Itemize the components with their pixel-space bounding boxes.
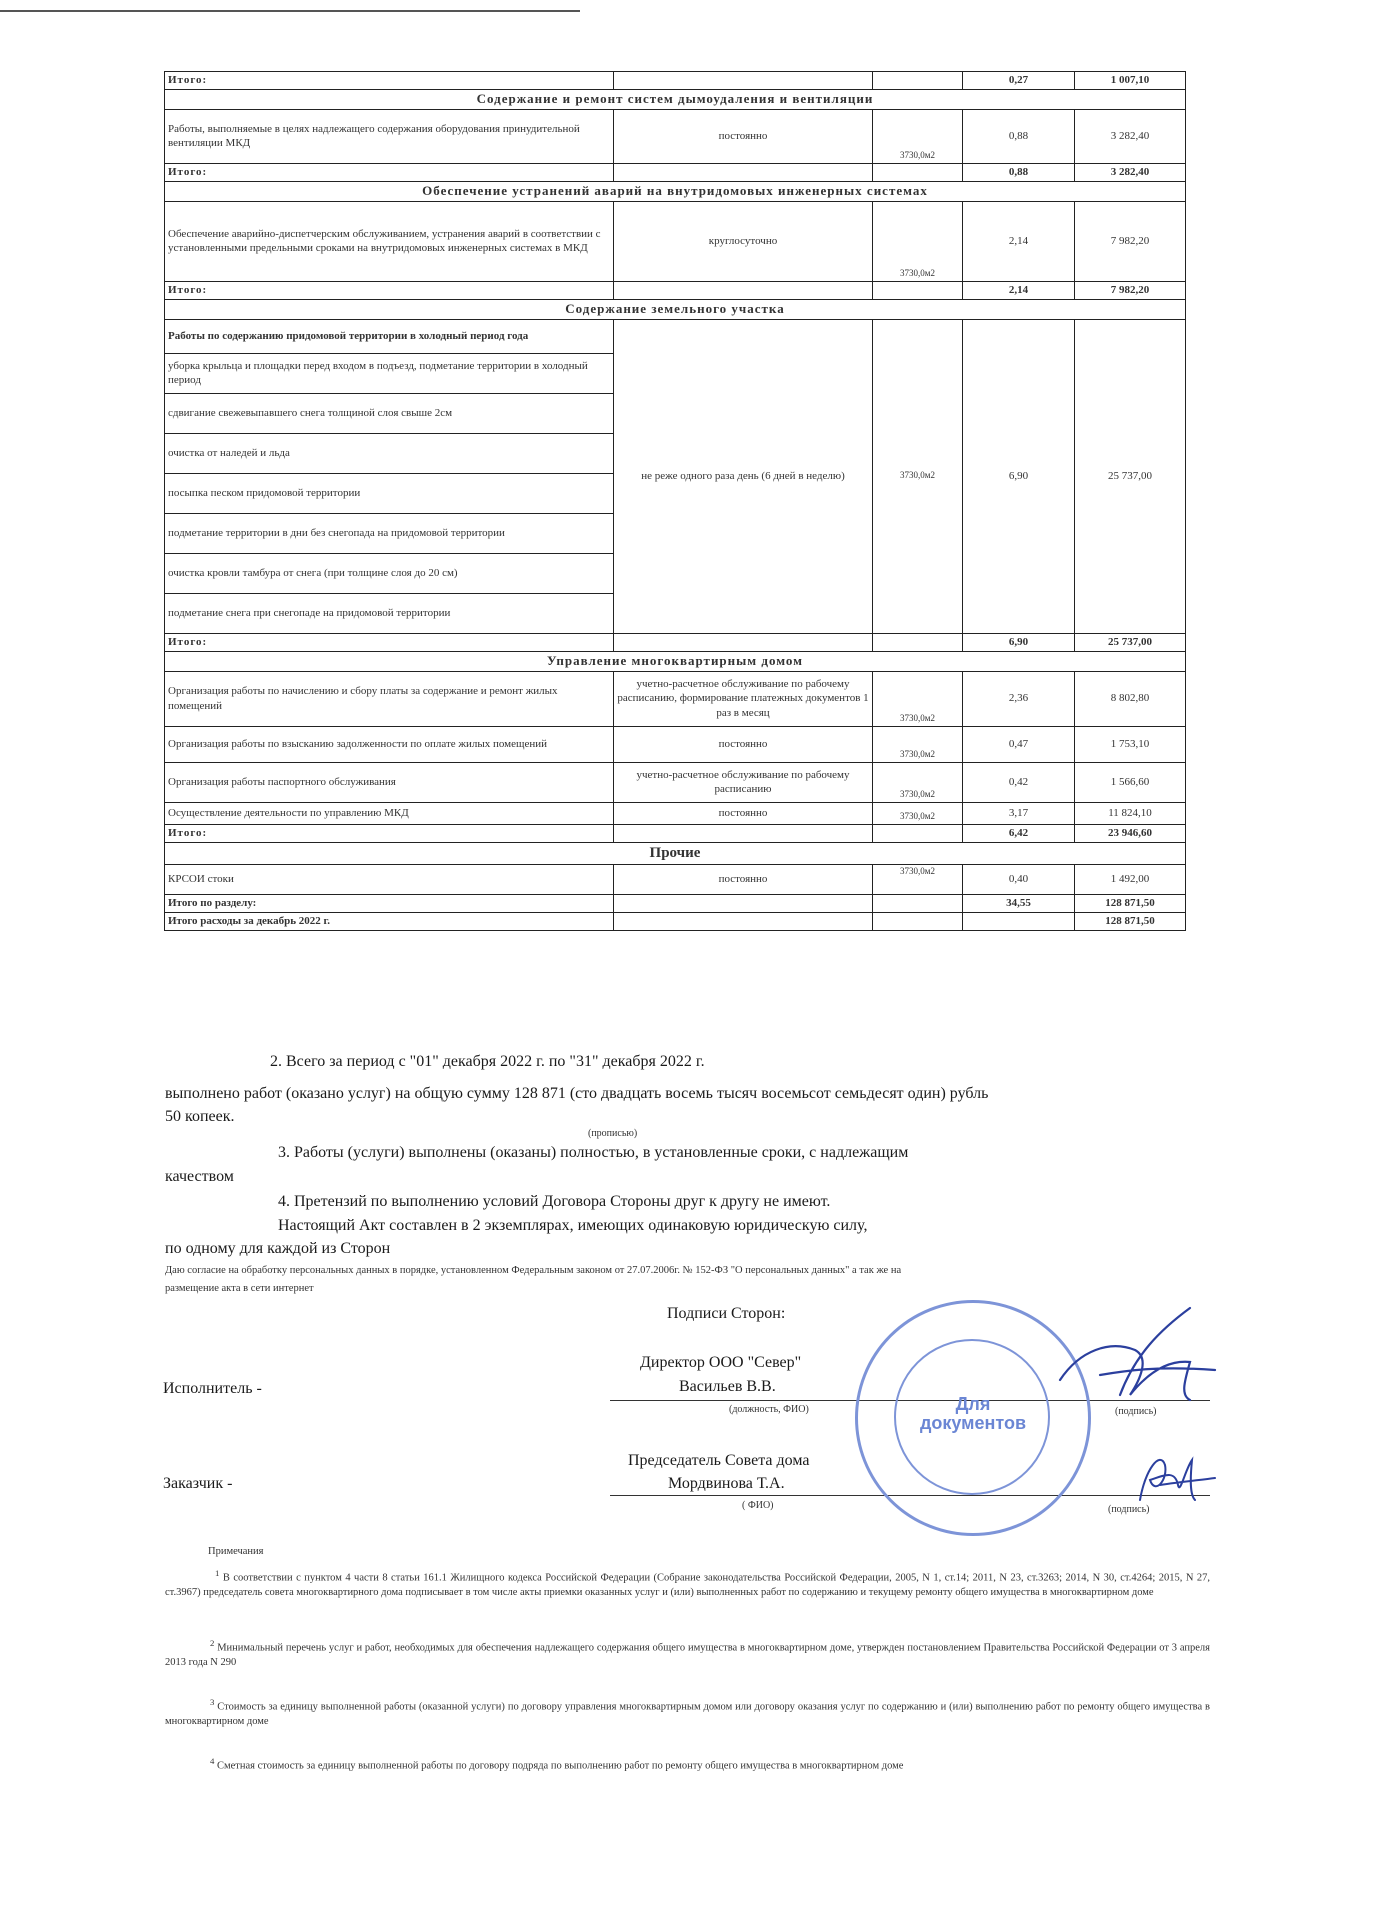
other-area: 3730,0м2 [873, 865, 963, 895]
section-title: Содержание и ремонт систем дымоудаления и вентиляции [165, 90, 1186, 110]
work-rate: 2,14 [963, 201, 1075, 281]
table-row [165, 762, 1186, 802]
table-cell [614, 72, 873, 90]
total-label: Итого: [165, 281, 614, 299]
executor-caption: (должность, ФИО) [729, 1404, 809, 1415]
land-total-label: Итого: [165, 633, 614, 651]
work-area: 3730,0м2 [873, 802, 963, 824]
work-sum: 1 566,60 [1075, 762, 1186, 802]
table-cell [873, 72, 963, 90]
table-row [165, 299, 1186, 319]
work-rate: 2,36 [963, 671, 1075, 726]
customer-name: Мордвинова Т.А. [668, 1475, 785, 1492]
work-rate: 0,88 [963, 109, 1075, 163]
work-label: Осуществление деятельности по управлению МКД [165, 802, 614, 824]
section-title: Управление многоквартирным домом [165, 651, 1186, 671]
mgmt-total-rate: 6,42 [963, 824, 1075, 842]
land-item: посыпка песком придомовой территории [165, 473, 614, 513]
table-row [165, 671, 1186, 726]
section-title: Обеспечение устранений аварий на внутридомовых инженерных системах [165, 181, 1186, 201]
land-heading: Работы по содержанию придомовой территории в холодный период года [165, 319, 614, 353]
section-total-label: Итого по разделу: [165, 895, 614, 913]
consent-line-1: Даю согласие на обработку персональных данных в порядке, установленном Федеральным законом от 27.07.2006г. № 152-ФЗ "О персональных данных" а так же на [165, 1265, 902, 1276]
section-total-rate: 34,55 [963, 895, 1075, 913]
total-label: Итого: [165, 72, 614, 90]
scan-top-line [0, 10, 580, 12]
work-sum: 3 282,40 [1075, 109, 1186, 163]
works-table [164, 71, 1186, 931]
table-row [165, 802, 1186, 824]
total-rate: 0,88 [963, 163, 1075, 181]
section-total-sum: 128 871,50 [1075, 895, 1186, 913]
executor-signature [1040, 1300, 1230, 1420]
table-row [165, 281, 1186, 299]
customer-caption: ( ФИО) [742, 1500, 774, 1511]
customer-signature [1120, 1440, 1220, 1510]
total-sum: 7 982,20 [1075, 281, 1186, 299]
note-4: $^4$ Сметная стоимость за единицу выполненной работы по договору подряда по выполнению работ по ремонту общего имущества в многоквартирном доме [210, 1756, 904, 1772]
note-2: $^2$ Минимальный перечень услуг и работ, необходимых для обеспечения надлежащего содержания общего имущества в многоквартирном доме, утвержден постановлением Правительства Российской Федерации от 3 апреля 2013 года N 290 [165, 1638, 1210, 1668]
work-rate: 0,47 [963, 726, 1075, 762]
paragraph-4: 4. Претензий по выполнению условий Договора Стороны друг к другу не имеют. [278, 1193, 831, 1210]
total-label: Итого: [165, 163, 614, 181]
mgmt-total-sum: 23 946,60 [1075, 824, 1186, 842]
table-row [165, 90, 1186, 110]
land-area: 3730,0м2 [873, 319, 963, 633]
other-period: постоянно [614, 865, 873, 895]
land-period: не реже одного раза день (6 дней в неделю) [614, 319, 873, 633]
table-cell [873, 163, 963, 181]
work-period: постоянно [614, 726, 873, 762]
table-row [165, 181, 1186, 201]
paragraph-5-line-1: Настоящий Акт составлен в 2 экземплярах, имеющих одинаковую юридическую силу, [278, 1217, 868, 1234]
paragraph-2-line-2: выполнено работ (оказано услуг) на общую сумму 128 871 (сто двадцать восемь тысяч восемьсот семьдесят один) рубль [165, 1085, 989, 1102]
paragraph-3-line-1: 3. Работы (услуги) выполнены (оказаны) полностью, в установленные сроки, с надлежащим [278, 1144, 909, 1161]
land-item: очистка кровли тамбура от снега (при толщине слоя до 20 см) [165, 553, 614, 593]
executor-position: Директор ООО "Север" [640, 1354, 802, 1371]
work-area: 3730,0м2 [873, 726, 963, 762]
total-sum: 1 007,10 [1075, 72, 1186, 90]
work-period: круглосуточно [614, 201, 873, 281]
table-cell [614, 163, 873, 181]
mgmt-total-label: Итого: [165, 824, 614, 842]
paragraph-2-line-1: 2. Всего за период с "01" декабря 2022 г. по "31" декабря 2022 г. [270, 1053, 705, 1070]
note-1: $^1$ В соответствии с пунктом 4 части 8 статьи 161.1 Жилищного кодекса Российской Федерации (Собрание законодательства Российской Федерации, 2005, N 1, ст.14; 2011, N 23, ст.3263; 2014, N 30, ст.4264; 2015, N 27, ст.3967) председатель совета многоквартирного дома подписывает в том числе акты приемки оказанных услуг и (или) выполненных работ по содержанию и текущему ремонту общего имущества в многоквартирном доме [165, 1568, 1211, 1598]
table-cell [614, 281, 873, 299]
propisyu-caption: (прописью) [588, 1128, 638, 1139]
work-area: 3730,0м2 [873, 671, 963, 726]
table-row [165, 201, 1186, 281]
paragraph-5-line-2: по одному для каждой из Сторон [165, 1240, 391, 1257]
work-period: учетно-расчетное обслуживание по рабочему расписанию [614, 762, 873, 802]
work-label: Организация работы по взысканию задолженности по оплате жилых помещений [165, 726, 614, 762]
executor-sign-caption: (подпись) [1115, 1406, 1157, 1417]
work-area: 3730,0м2 [873, 109, 963, 163]
executor-name: Васильев В.В. [679, 1378, 776, 1395]
land-total-rate: 6,90 [963, 633, 1075, 651]
paragraph-3-line-2: качеством [165, 1168, 234, 1185]
work-sum: 11 824,10 [1075, 802, 1186, 824]
total-rate: 2,14 [963, 281, 1075, 299]
work-label: Обеспечение аварийно-диспетчерским обслуживанием, устранения аварий в соответствии с установленными предельными сроками на внутридомовых инженерных системах в МКД [165, 201, 614, 281]
work-area: 3730,0м2 [873, 201, 963, 281]
land-item: уборка крыльца и площадки перед входом в подъезд, подметание территории в холодный период [165, 353, 614, 393]
consent-line-2: размещение акта в сети интернет [165, 1283, 314, 1294]
work-sum: 1 753,10 [1075, 726, 1186, 762]
work-label: Организация работы паспортного обслуживания [165, 762, 614, 802]
note-3: $^3$ Стоимость за единицу выполненной работы (оказанной услуги) по договору управления многоквартирным домом или договору оказания услуг по содержанию и (или) выполнению работ по ремонту общего имущества в многоквартирном доме [165, 1697, 1210, 1727]
total-sum: 3 282,40 [1075, 163, 1186, 181]
land-item: подметание территории в дни без снегопада на придомовой территории [165, 513, 614, 553]
work-period: учетно-расчетное обслуживание по рабочему расписанию, формирование платежных документов 1 раз в месяц [614, 671, 873, 726]
table-cell [873, 281, 963, 299]
customer-label: Заказчик - [163, 1475, 233, 1492]
table-row [165, 72, 1186, 90]
work-rate: 0,42 [963, 762, 1075, 802]
work-period: постоянно [614, 802, 873, 824]
paragraph-2-line-3: 50 копеек. [165, 1108, 235, 1125]
notes-title: Примечания [208, 1546, 264, 1557]
grand-total-label: Итого расходы за декабрь 2022 г. [165, 913, 614, 931]
work-area: 3730,0м2 [873, 762, 963, 802]
customer-sign-caption: (подпись) [1108, 1504, 1150, 1515]
land-item: подметание снега при снегопаде на придомовой территории [165, 593, 614, 633]
work-sum: 7 982,20 [1075, 201, 1186, 281]
other-sum: 1 492,00 [1075, 865, 1186, 895]
other-label: КРСОИ стоки [165, 865, 614, 895]
executor-label: Исполнитель - [163, 1380, 262, 1397]
land-item: сдвигание свежевыпавшего снега толщиной слоя свыше 2см [165, 393, 614, 433]
signatures-title: Подписи Сторон: [667, 1305, 786, 1322]
table-row [165, 726, 1186, 762]
land-total-sum: 25 737,00 [1075, 633, 1186, 651]
work-sum: 8 802,80 [1075, 671, 1186, 726]
section-title: Прочие [165, 842, 1186, 865]
work-label: Организация работы по начислению и сбору платы за содержание и ремонт жилых помещений [165, 671, 614, 726]
land-rate: 6,90 [963, 319, 1075, 633]
work-label: Работы, выполняемые в целях надлежащего содержания оборудования принудительной вентиляции МКД [165, 109, 614, 163]
land-sum: 25 737,00 [1075, 319, 1186, 633]
work-period: постоянно [614, 109, 873, 163]
land-item: очистка от наледей и льда [165, 433, 614, 473]
other-rate: 0,40 [963, 865, 1075, 895]
total-rate: 0,27 [963, 72, 1075, 90]
table-row [165, 163, 1186, 181]
work-rate: 3,17 [963, 802, 1075, 824]
section-title: Содержание земельного участка [165, 299, 1186, 319]
customer-position: Председатель Совета дома [628, 1452, 810, 1469]
seal-center-text: Для документов [919, 1394, 1027, 1433]
table-row [165, 109, 1186, 163]
grand-total-sum: 128 871,50 [1075, 913, 1186, 931]
